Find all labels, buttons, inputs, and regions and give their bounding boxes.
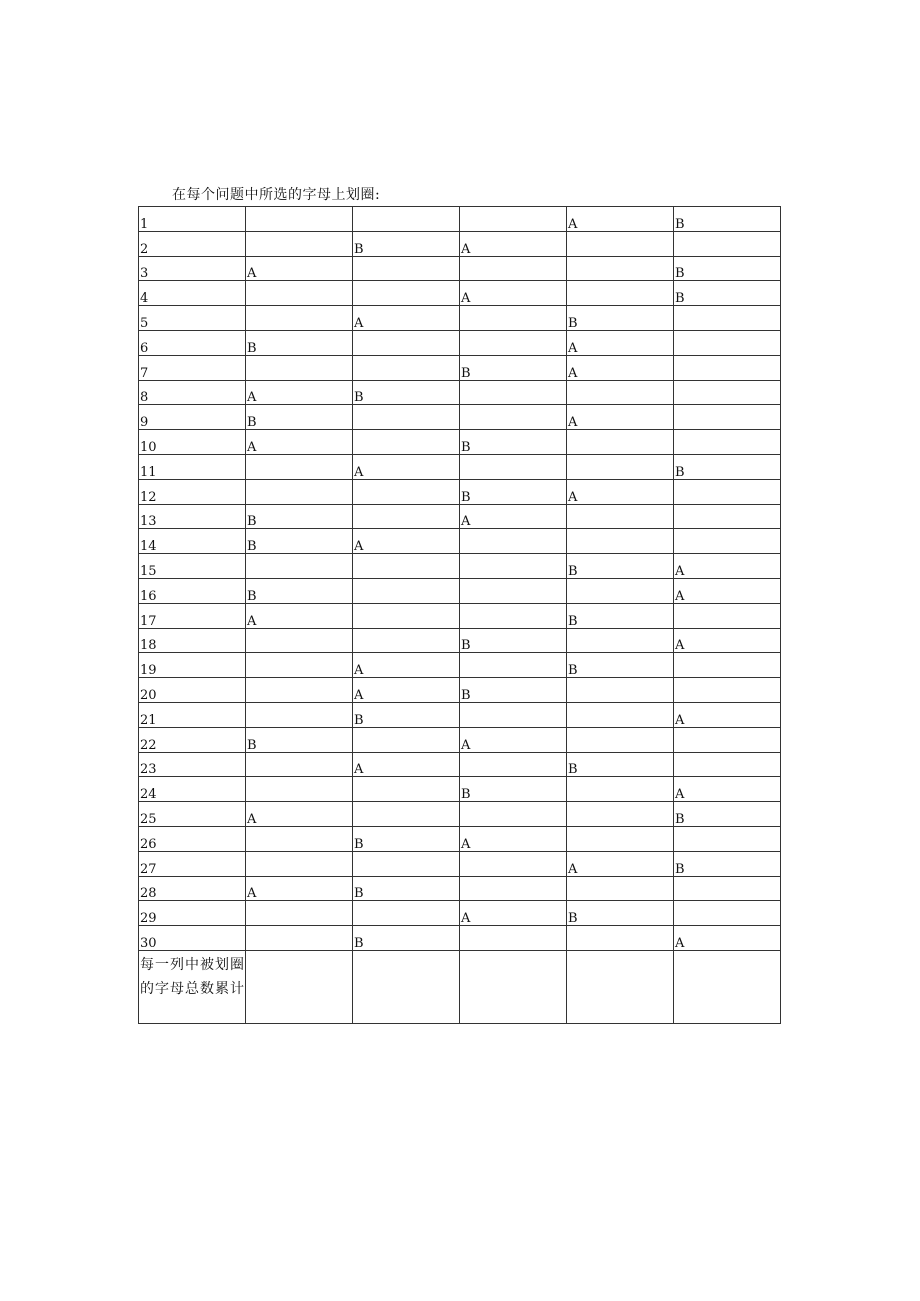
choice-cell[interactable]: A: [246, 603, 353, 628]
choice-cell[interactable]: A: [460, 231, 567, 256]
question-number: 2: [139, 231, 246, 256]
choice-cell[interactable]: B: [246, 727, 353, 752]
table-row: [139, 454, 781, 479]
choice-cell[interactable]: A: [460, 727, 567, 752]
choice-cell[interactable]: [460, 454, 567, 479]
choice-cell[interactable]: [353, 578, 460, 603]
choice-cell[interactable]: [460, 405, 567, 430]
question-number: 7: [139, 355, 246, 380]
table-row: [139, 504, 781, 529]
choice-cell[interactable]: [246, 926, 353, 951]
question-number: 9: [139, 405, 246, 430]
choice-cell[interactable]: A: [567, 355, 674, 380]
table-row: [139, 306, 781, 331]
choice-cell[interactable]: [567, 231, 674, 256]
question-number: 15: [139, 554, 246, 579]
choice-cell[interactable]: [353, 727, 460, 752]
choice-cell[interactable]: [246, 231, 353, 256]
choice-cell[interactable]: A: [460, 281, 567, 306]
choice-cell[interactable]: [246, 901, 353, 926]
choice-cell[interactable]: [246, 306, 353, 331]
choice-cell[interactable]: [674, 901, 781, 926]
table-row: [139, 901, 781, 926]
choice-cell[interactable]: B: [567, 752, 674, 777]
choice-cell[interactable]: B: [460, 479, 567, 504]
table-row: [139, 330, 781, 355]
choice-cell[interactable]: A: [460, 504, 567, 529]
choice-cell[interactable]: [353, 256, 460, 281]
choice-cell[interactable]: [567, 578, 674, 603]
choice-cell[interactable]: B: [567, 653, 674, 678]
choice-cell[interactable]: [567, 504, 674, 529]
choice-cell[interactable]: [460, 330, 567, 355]
table-row: [139, 355, 781, 380]
table-row: [139, 777, 781, 802]
choice-cell[interactable]: A: [567, 851, 674, 876]
choice-cell[interactable]: [674, 355, 781, 380]
choice-cell[interactable]: [460, 653, 567, 678]
table-row: [139, 231, 781, 256]
choice-cell[interactable]: B: [353, 926, 460, 951]
choice-cell[interactable]: B: [674, 281, 781, 306]
total-cell[interactable]: [353, 950, 460, 1023]
table-row: [139, 554, 781, 579]
question-number: 21: [139, 702, 246, 727]
choice-cell[interactable]: A: [567, 207, 674, 232]
choice-cell[interactable]: [567, 678, 674, 703]
question-number: 11: [139, 454, 246, 479]
total-cell[interactable]: [460, 950, 567, 1023]
choice-cell[interactable]: [246, 281, 353, 306]
choice-cell[interactable]: [353, 207, 460, 232]
choice-cell[interactable]: B: [567, 901, 674, 926]
question-number: 4: [139, 281, 246, 306]
choice-cell[interactable]: [674, 405, 781, 430]
choice-cell[interactable]: [460, 876, 567, 901]
question-number: 14: [139, 529, 246, 554]
choice-cell[interactable]: [674, 529, 781, 554]
choice-cell[interactable]: [460, 529, 567, 554]
choice-cell[interactable]: [460, 256, 567, 281]
choice-cell[interactable]: [674, 306, 781, 331]
choice-cell[interactable]: B: [674, 454, 781, 479]
table-row: [139, 826, 781, 851]
question-number: 24: [139, 777, 246, 802]
total-row: [139, 950, 781, 1023]
choice-cell[interactable]: [246, 702, 353, 727]
choice-cell[interactable]: A: [674, 554, 781, 579]
choice-cell[interactable]: [460, 380, 567, 405]
choice-cell[interactable]: [567, 926, 674, 951]
choice-cell[interactable]: [567, 628, 674, 653]
question-number: 8: [139, 380, 246, 405]
choice-cell[interactable]: B: [567, 306, 674, 331]
choice-cell[interactable]: A: [246, 802, 353, 827]
table-row: [139, 430, 781, 455]
choice-cell[interactable]: [460, 578, 567, 603]
question-number: 26: [139, 826, 246, 851]
choice-cell[interactable]: A: [674, 777, 781, 802]
choice-cell[interactable]: [353, 603, 460, 628]
choice-cell[interactable]: [674, 678, 781, 703]
choice-cell[interactable]: [246, 479, 353, 504]
question-number: 30: [139, 926, 246, 951]
choice-cell[interactable]: [246, 851, 353, 876]
question-number: 19: [139, 653, 246, 678]
choice-cell[interactable]: A: [460, 901, 567, 926]
choice-cell[interactable]: [674, 479, 781, 504]
instruction-text: 在每个问题中所选的字母上划圈:: [172, 187, 381, 203]
choice-cell[interactable]: [246, 454, 353, 479]
choice-cell[interactable]: B: [353, 826, 460, 851]
table-row: [139, 876, 781, 901]
choice-cell[interactable]: B: [246, 578, 353, 603]
choice-cell[interactable]: [246, 355, 353, 380]
choice-cell[interactable]: [460, 207, 567, 232]
choice-cell[interactable]: B: [674, 207, 781, 232]
total-cell[interactable]: [674, 950, 781, 1023]
choice-cell[interactable]: [353, 777, 460, 802]
choice-cell[interactable]: [674, 603, 781, 628]
choice-cell[interactable]: [674, 231, 781, 256]
choice-cell[interactable]: [460, 702, 567, 727]
choice-cell[interactable]: B: [460, 355, 567, 380]
choice-cell[interactable]: [674, 504, 781, 529]
choice-cell[interactable]: [567, 777, 674, 802]
choice-cell[interactable]: A: [353, 678, 460, 703]
choice-cell[interactable]: [674, 330, 781, 355]
choice-cell[interactable]: [246, 207, 353, 232]
choice-cell[interactable]: B: [353, 876, 460, 901]
choice-cell[interactable]: A: [246, 256, 353, 281]
table-row: [139, 727, 781, 752]
question-number: 23: [139, 752, 246, 777]
choice-cell[interactable]: B: [353, 380, 460, 405]
table-row: [139, 628, 781, 653]
choice-cell[interactable]: [460, 752, 567, 777]
question-number: 10: [139, 430, 246, 455]
table-row: [139, 529, 781, 554]
table-row: [139, 603, 781, 628]
question-number: 20: [139, 678, 246, 703]
choice-cell[interactable]: B: [674, 802, 781, 827]
question-number: 3: [139, 256, 246, 281]
choice-cell[interactable]: [246, 752, 353, 777]
choice-cell[interactable]: B: [246, 529, 353, 554]
table-row: [139, 851, 781, 876]
choice-cell[interactable]: A: [460, 826, 567, 851]
choice-cell[interactable]: [353, 901, 460, 926]
question-number: 18: [139, 628, 246, 653]
table-row: [139, 256, 781, 281]
choice-cell[interactable]: [353, 430, 460, 455]
choice-cell[interactable]: [567, 876, 674, 901]
choice-cell[interactable]: [353, 479, 460, 504]
table-row: [139, 578, 781, 603]
choice-cell[interactable]: [353, 330, 460, 355]
choice-cell[interactable]: [567, 826, 674, 851]
table-row: [139, 926, 781, 951]
choice-cell[interactable]: A: [674, 702, 781, 727]
table-row: [139, 752, 781, 777]
choice-cell[interactable]: B: [567, 603, 674, 628]
total-label: 每一列中被划圈的字母总数累计: [140, 956, 245, 997]
total-cell[interactable]: [246, 950, 353, 1023]
choice-cell[interactable]: B: [460, 430, 567, 455]
question-number: 17: [139, 603, 246, 628]
choice-cell[interactable]: B: [460, 678, 567, 703]
choice-cell[interactable]: B: [460, 628, 567, 653]
choice-cell[interactable]: [567, 281, 674, 306]
table-row: [139, 702, 781, 727]
choice-cell[interactable]: [246, 777, 353, 802]
choice-cell[interactable]: [674, 653, 781, 678]
choice-cell[interactable]: B: [674, 851, 781, 876]
choice-cell[interactable]: B: [246, 504, 353, 529]
choice-cell[interactable]: B: [460, 777, 567, 802]
choice-cell[interactable]: A: [567, 405, 674, 430]
choice-cell[interactable]: [674, 876, 781, 901]
choice-cell[interactable]: [567, 702, 674, 727]
choice-cell[interactable]: A: [674, 628, 781, 653]
choice-cell[interactable]: A: [353, 653, 460, 678]
choice-cell[interactable]: [460, 851, 567, 876]
choice-cell[interactable]: B: [674, 256, 781, 281]
table-row: [139, 678, 781, 703]
choice-cell[interactable]: A: [353, 752, 460, 777]
choice-cell[interactable]: [353, 802, 460, 827]
choice-cell[interactable]: [353, 405, 460, 430]
answer-grid-body: [139, 207, 781, 1024]
answer-grid: [138, 206, 781, 1024]
choice-cell[interactable]: [246, 628, 353, 653]
choice-cell[interactable]: [674, 826, 781, 851]
question-number: 28: [139, 876, 246, 901]
choice-cell[interactable]: [460, 306, 567, 331]
table-row: [139, 207, 781, 232]
choice-cell[interactable]: [246, 826, 353, 851]
choice-cell[interactable]: A: [246, 876, 353, 901]
choice-cell[interactable]: [567, 454, 674, 479]
choice-cell[interactable]: A: [353, 529, 460, 554]
choice-cell[interactable]: [567, 802, 674, 827]
table-row: [139, 479, 781, 504]
question-number: 29: [139, 901, 246, 926]
choice-cell[interactable]: A: [567, 479, 674, 504]
choice-cell[interactable]: [567, 727, 674, 752]
choice-cell[interactable]: [353, 851, 460, 876]
choice-cell[interactable]: [353, 355, 460, 380]
table-row: [139, 802, 781, 827]
choice-cell[interactable]: A: [674, 578, 781, 603]
choice-cell[interactable]: [460, 802, 567, 827]
choice-cell[interactable]: B: [567, 554, 674, 579]
choice-cell[interactable]: [246, 554, 353, 579]
table-row: [139, 405, 781, 430]
choice-cell[interactable]: [567, 380, 674, 405]
choice-cell[interactable]: B: [246, 405, 353, 430]
question-number: 5: [139, 306, 246, 331]
choice-cell[interactable]: B: [353, 702, 460, 727]
choice-cell[interactable]: [674, 752, 781, 777]
choice-cell[interactable]: [353, 281, 460, 306]
question-number: 1: [139, 207, 246, 232]
choice-cell[interactable]: [567, 256, 674, 281]
question-number: 27: [139, 851, 246, 876]
question-number: 22: [139, 727, 246, 752]
choice-cell[interactable]: [246, 653, 353, 678]
choice-cell[interactable]: A: [674, 926, 781, 951]
choice-cell[interactable]: B: [353, 231, 460, 256]
choice-cell[interactable]: [353, 554, 460, 579]
choice-cell[interactable]: [674, 380, 781, 405]
question-number: 12: [139, 479, 246, 504]
choice-cell[interactable]: A: [246, 430, 353, 455]
choice-cell[interactable]: [460, 603, 567, 628]
total-cell[interactable]: [567, 950, 674, 1023]
question-number: 16: [139, 578, 246, 603]
question-number: 6: [139, 330, 246, 355]
choice-cell[interactable]: A: [246, 380, 353, 405]
choice-cell[interactable]: [460, 926, 567, 951]
choice-cell[interactable]: [674, 430, 781, 455]
choice-cell[interactable]: B: [246, 330, 353, 355]
table-row: [139, 653, 781, 678]
choice-cell[interactable]: A: [567, 330, 674, 355]
choice-cell[interactable]: [246, 678, 353, 703]
question-number: 13: [139, 504, 246, 529]
choice-cell[interactable]: A: [353, 306, 460, 331]
choice-cell[interactable]: A: [353, 454, 460, 479]
question-number: 25: [139, 802, 246, 827]
table-row: [139, 380, 781, 405]
choice-cell[interactable]: [353, 504, 460, 529]
choice-cell[interactable]: [674, 727, 781, 752]
choice-cell[interactable]: [353, 628, 460, 653]
total-label-cell: [139, 950, 246, 1023]
choice-cell[interactable]: [460, 554, 567, 579]
table-row: [139, 281, 781, 306]
choice-cell[interactable]: [567, 430, 674, 455]
choice-cell[interactable]: [567, 529, 674, 554]
